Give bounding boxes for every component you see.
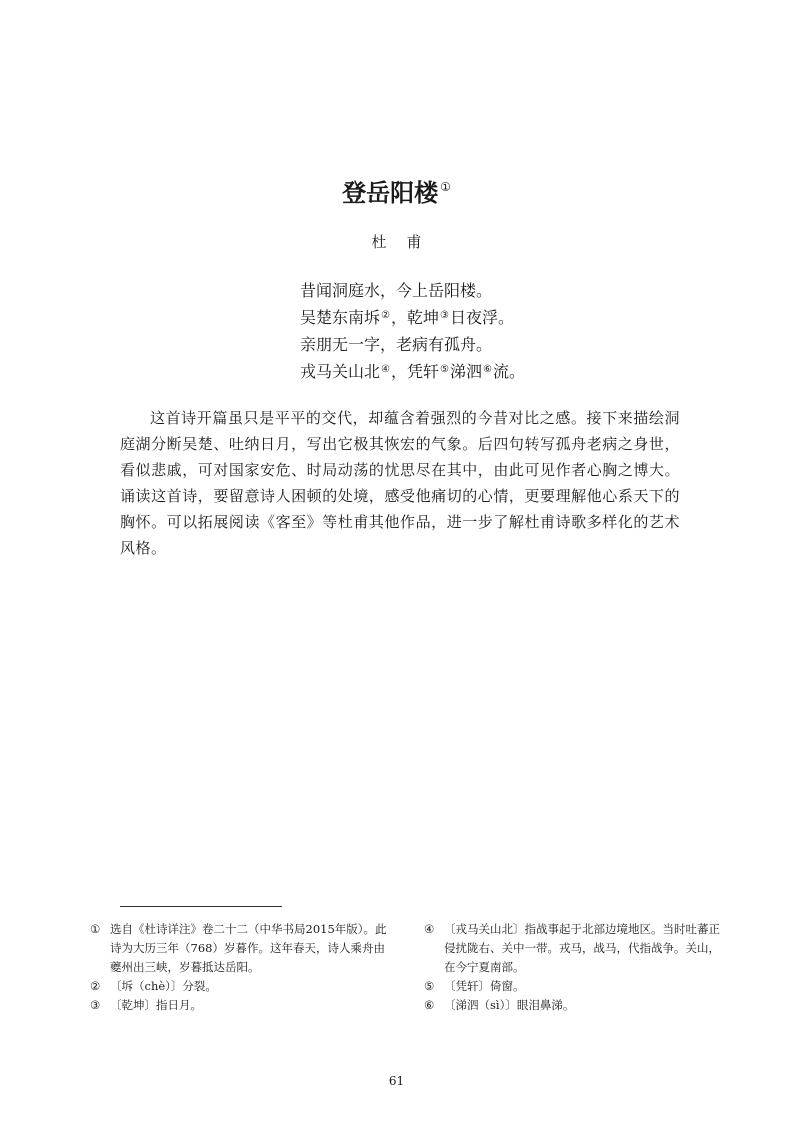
poem-text: 戎马关山北 [300, 362, 381, 381]
footnote-mark[interactable]: ④ [381, 364, 390, 375]
footnote-number: ⑥ [424, 998, 435, 1012]
poem-author: 杜甫 [371, 233, 442, 251]
footnote-text: 〔乾坤〕指日月。 [110, 998, 202, 1012]
footnote-text: 〔涕泗（sì）〕眼泪鼻涕。 [444, 998, 575, 1012]
footnote-text: 〔戎马关山北〕指战事起于北部边境地区。当时吐蕃正侵扰陇右、关中一带。戎马，战马，代指战争。关山，在今宁夏南部。 [444, 922, 720, 974]
footnote-text: 选自《杜诗详注》卷二十二（中华书局2015年版）。此诗为大历三年（768）岁暮作。这年春天，诗人乘舟由夔州出三峡，岁暮抵达岳阳。 [110, 922, 387, 974]
poem-text: 流。 [492, 362, 525, 381]
footnote-item [424, 996, 724, 1015]
footnote-text: 〔坼（chè）〕分裂。 [110, 979, 217, 993]
poem-text: 吴楚东南坼 [300, 308, 381, 327]
footnote-divider [120, 906, 282, 907]
footnote-item [90, 977, 390, 996]
poem-title-text: 登岳阳楼 [342, 179, 439, 207]
poem-text: 昔闻洞庭水，今上岳阳楼。 [300, 281, 493, 300]
title-footnote-mark[interactable]: ① [440, 180, 451, 194]
footnote-item [90, 920, 390, 977]
poem-text: ，乾坤 [390, 308, 439, 327]
footnote-number: ⑤ [424, 979, 435, 993]
poem-text: ，凭轩 [390, 362, 439, 381]
poem-title [0, 176, 793, 210]
footnote-mark[interactable]: ③ [440, 310, 449, 321]
poem-line [300, 277, 525, 304]
commentary-paragraph: 这首诗开篇虽只是平平的交代，却蕴含着强烈的今昔对比之感。接下来描绘洞庭湖分断吴楚、吐纳日月，写出它极其恢宏的气象。后四句转写孤舟老病之身世，看似悲戚，可对国家安危、时局动荡的忧思尽在其中，由此可见作者心胸之博大。诵读这首诗，要留意诗人困顿的处境，感受他痛切的心情，更要理解他心系天下的胸怀。可以拓展阅读《客至》等杜甫其他作品，进一步了解杜甫诗歌多样化的艺术风格。 [120, 409, 680, 557]
footnote-item [424, 920, 724, 977]
poem-text: 日夜浮。 [449, 308, 514, 327]
footnote-mark[interactable]: ⑤ [440, 364, 449, 375]
footnote-item [90, 996, 390, 1015]
footnote-number: ① [90, 922, 101, 936]
footnote-mark[interactable]: ⑥ [482, 364, 492, 375]
footnote-text: 〔凭轩〕倚窗。 [444, 979, 525, 993]
footnotes-left-column [90, 920, 390, 1015]
footnotes-right-column [424, 920, 724, 1015]
footnote-number: ② [90, 979, 101, 993]
poem-text: 亲朋无一字，老病有孤舟。 [300, 335, 493, 354]
footnote-mark[interactable]: ② [381, 310, 390, 321]
poem-body [300, 277, 525, 385]
page-number: 61 [388, 1074, 405, 1088]
footnote-item [424, 977, 724, 996]
poem-text: 涕泗 [449, 362, 482, 381]
poem-line [300, 358, 525, 385]
footnote-number: ③ [90, 998, 101, 1012]
poem-line [300, 331, 525, 358]
footnote-number: ④ [424, 922, 435, 936]
poem-line [300, 304, 525, 331]
